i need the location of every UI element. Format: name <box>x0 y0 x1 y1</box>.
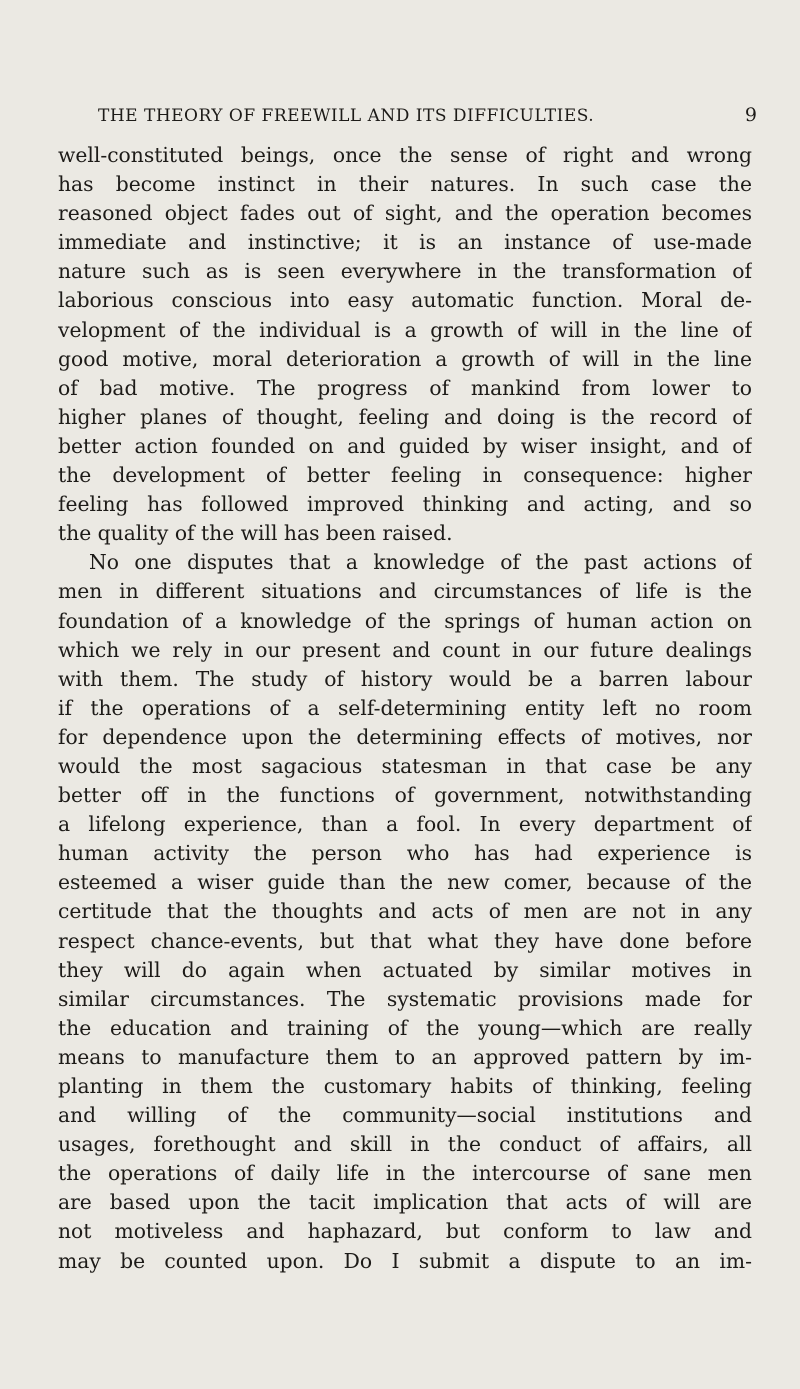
text-line: No one disputes that a knowledge of the past actions of <box>89 550 752 575</box>
text-line: usages, forethought and skill in the conduct of affairs, all <box>58 1132 752 1157</box>
text-line: men in different situations and circumstances of life is the <box>58 579 752 604</box>
text-line: planting in them the customary habits of thinking, feeling <box>58 1074 752 1098</box>
text-line: feeling has followed improved thinking and acting, and so <box>58 492 752 517</box>
text-line: respect chance-events, but that what they have done before <box>58 928 752 953</box>
text-line: well-constituted beings, once the sense of right and wrong <box>58 143 752 167</box>
text-line: the education and training of the young—which are really <box>58 1015 752 1040</box>
text-line: they will do again when actuated by similar motives in <box>58 957 752 982</box>
text-line: the quality of the will has been raised. <box>58 521 453 546</box>
text-line: foundation of a knowledge of the springs of human action on <box>58 608 752 633</box>
text-line: the development of better feeling in consequence: higher <box>58 463 752 488</box>
text-line: velopment of the individual is a growth of will in the line of <box>58 317 752 342</box>
running-head <box>0 106 800 132</box>
text-line: would the most sagacious statesman in that case be any <box>58 753 752 778</box>
text-line: reasoned object fades out of sight, and the operation becomes <box>58 201 752 226</box>
text-line: with them. The study of history would be a barren labour <box>58 666 752 691</box>
text-line: the operations of daily life in the intercourse of sane men <box>58 1161 752 1186</box>
text-line: better action founded on and guided by wiser insight, and of <box>58 433 752 458</box>
text-line: has become instinct in their natures. In such case the <box>58 172 752 197</box>
running-title: THE THEORY OF FREEWILL AND ITS DIFFICULTIES. <box>98 106 595 126</box>
text-line: not motiveless and haphazard, but conform to law and <box>58 1219 752 1244</box>
text-line: a lifelong experience, than a fool. In every department of <box>58 812 752 837</box>
text-line: of bad motive. The progress of mankind from lower to <box>58 375 752 400</box>
text-line: similar circumstances. The systematic provisions made for <box>58 986 752 1011</box>
text-line: esteemed a wiser guide than the new comer, because of the <box>58 870 752 895</box>
text-line: if the operations of a self-determining entity left no room <box>58 695 752 720</box>
text-line: laborious conscious into easy automatic function. Moral de- <box>58 288 752 313</box>
text-line: immediate and instinctive; it is an instance of use-made <box>58 230 752 255</box>
text-line: which we rely in our present and count in our future dealings <box>58 637 752 662</box>
text-line: for dependence upon the determining effects of motives, nor <box>58 724 752 749</box>
text-line: good motive, moral deterioration a growth of will in the line <box>58 346 752 371</box>
text-line: means to manufacture them to an approved pattern by im- <box>58 1044 752 1069</box>
text-line: higher planes of thought, feeling and doing is the record of <box>58 404 752 429</box>
text-line: may be counted upon. Do I submit a dispute to an im- <box>58 1248 752 1273</box>
body-text <box>58 141 752 1276</box>
text-line: nature such as is seen everywhere in the transformation of <box>58 259 752 284</box>
page-number: 9 <box>744 104 757 126</box>
text-line: and willing of the community—social institutions and <box>58 1103 752 1128</box>
text-line: are based upon the tacit implication that acts of will are <box>58 1190 752 1215</box>
text-line: certitude that the thoughts and acts of men are not in any <box>58 899 752 924</box>
text-line: better off in the functions of government, notwithstanding <box>58 783 752 808</box>
text-line: human activity the person who has had experience is <box>58 841 752 866</box>
